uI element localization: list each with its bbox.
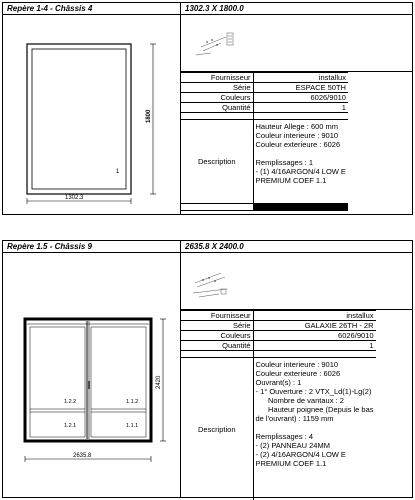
height-dimension-label: 2420 (156, 375, 162, 389)
spec-table (181, 72, 348, 211)
row-label: Couleurs (181, 93, 253, 103)
window-drawing (3, 253, 181, 497)
width-dimension-label: 1302.3 (65, 195, 84, 201)
spec-row-supplier (181, 311, 376, 321)
block-title: Repère 1-4 - Châssis 4 (3, 3, 181, 15)
description-label: Description (181, 120, 253, 204)
height-dimension-label: 1800 (146, 109, 152, 123)
chassis-block-1 (2, 2, 413, 215)
spec-row-series (181, 321, 376, 331)
spec-row-series (181, 83, 348, 93)
profile-sketch-icon (181, 253, 412, 309)
description-text: Couleur interieure : 9010 Couleur exterieure : 6026 Ouvrant(s) : 1 - 1° Ouverture : 2 VTX_Ld(1)-Lg(2) Nombre de vantaux : 2 Hauteur poignee (Depuis le bas de l'ouvrant) : 1159 mm Remplissages : 4 - (2) PANNEAU 24MM - (2) 4/16ARGON/4 LOW E PREMIUM COEF 1.1 (253, 358, 376, 500)
pane-label: 1.1.1 (126, 423, 139, 429)
profile-thumbnail (181, 253, 412, 310)
row-value: installux (253, 73, 348, 83)
row-label: Couleurs (181, 331, 253, 341)
profile-thumbnail (181, 15, 412, 72)
row-value: 1 (253, 103, 348, 113)
row-label: Fournisseur (181, 73, 253, 83)
row-label: Fournisseur (181, 311, 253, 321)
row-value: installux (253, 311, 376, 321)
row-value: 6026/9010 (253, 93, 348, 103)
profile-sketch-icon (181, 15, 412, 71)
description-text: Hauteur Allege : 600 mm Couleur interieure : 9010 Couleur exterieure : 6026 Remplissages : 1 - (1) 4/16ARGON/4 LOW E PREMIUM COEF 1.1 (253, 120, 348, 204)
chassis-block-2 (2, 240, 413, 498)
spec-row-colors (181, 331, 376, 341)
block-header (3, 3, 412, 15)
block-dimensions: 2635.8 X 2400.0 (185, 242, 244, 251)
pane-label: 1.2.1 (64, 423, 77, 429)
spec-row-supplier (181, 73, 348, 83)
row-value: 6026/9010 (253, 331, 376, 341)
window-drawing (3, 15, 181, 214)
spec-row-colors (181, 93, 348, 103)
spec-row-description (181, 120, 348, 204)
window-sash (32, 49, 126, 189)
spec-row-quantity (181, 103, 348, 113)
description-label: Description (181, 358, 253, 500)
row-label: Quantité (181, 341, 253, 351)
block-title: Repère 1.5 - Châssis 9 (3, 241, 181, 253)
pane-label: 1.1.2 (126, 399, 139, 405)
row-label: Série (181, 83, 253, 93)
left-sash (30, 327, 85, 437)
sliding-window-elevation-svg (3, 253, 181, 498)
window-elevation-svg (3, 15, 181, 215)
row-label: Quantité (181, 103, 253, 113)
sash-label: 1 (116, 169, 120, 175)
spec-row-description (181, 358, 376, 500)
row-value: GALAXIE 26TH - 2R (253, 321, 376, 331)
block-header (3, 241, 412, 253)
row-label: Série (181, 321, 253, 331)
row-value: ESPACE 50TH (253, 83, 348, 93)
right-sash (91, 327, 146, 437)
block-dimensions: 1302.3 X 1800.0 (185, 4, 244, 13)
row-value: 1 (253, 341, 376, 351)
spec-table (181, 310, 376, 500)
width-dimension-label: 2635.8 (73, 453, 92, 459)
spec-row-quantity (181, 341, 376, 351)
pane-label: 1.2.2 (64, 399, 77, 405)
